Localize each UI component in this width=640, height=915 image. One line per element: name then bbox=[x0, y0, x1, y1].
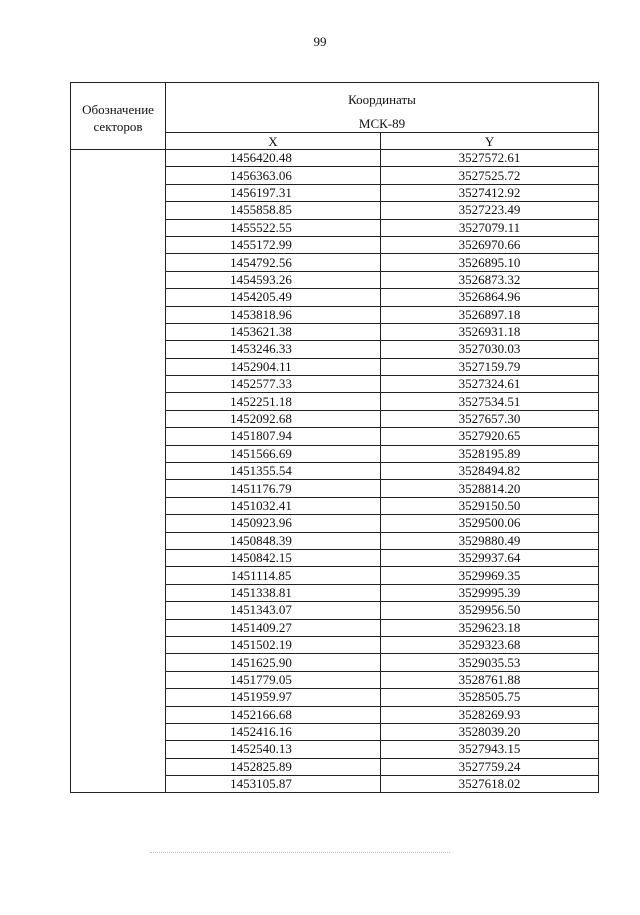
table-row bbox=[71, 358, 599, 375]
y-coordinate-cell: 3527079.11 bbox=[381, 219, 599, 236]
sector-cell bbox=[71, 271, 166, 288]
table-row bbox=[71, 776, 599, 793]
x-coordinate-cell: 1453621.38 bbox=[166, 323, 381, 340]
x-coordinate-cell: 1451343.07 bbox=[166, 602, 381, 619]
x-coordinate-cell: 1451807.94 bbox=[166, 428, 381, 445]
x-coordinate-cell: 1450923.96 bbox=[166, 515, 381, 532]
y-coordinate-cell: 3529035.53 bbox=[381, 654, 599, 671]
x-coordinate-cell: 1454205.49 bbox=[166, 289, 381, 306]
y-coordinate-cell: 3528814.20 bbox=[381, 480, 599, 497]
y-coordinate-cell: 3526897.18 bbox=[381, 306, 599, 323]
sector-cell bbox=[71, 549, 166, 566]
table-row bbox=[71, 741, 599, 758]
sector-cell bbox=[71, 428, 166, 445]
y-coordinate-cell: 3527223.49 bbox=[381, 202, 599, 219]
y-coordinate-cell: 3526873.32 bbox=[381, 271, 599, 288]
y-coordinate-cell: 3526931.18 bbox=[381, 323, 599, 340]
y-coordinate-cell: 3529937.64 bbox=[381, 549, 599, 566]
coordinates-header-system: МСК-89 bbox=[358, 116, 406, 131]
sector-cell bbox=[71, 323, 166, 340]
sector-cell bbox=[71, 150, 166, 167]
table-row bbox=[71, 184, 599, 201]
table-row bbox=[71, 202, 599, 219]
x-coordinate-cell: 1453818.96 bbox=[166, 306, 381, 323]
page-number: 99 bbox=[313, 34, 327, 49]
y-coordinate-cell: 3528039.20 bbox=[381, 723, 599, 740]
y-coordinate-cell: 3528761.88 bbox=[381, 671, 599, 688]
table-row bbox=[71, 219, 599, 236]
table-row bbox=[71, 480, 599, 497]
table-row bbox=[71, 445, 599, 462]
sector-cell bbox=[71, 463, 166, 480]
coordinates-header-title: Координаты bbox=[348, 92, 416, 107]
x-coordinate-cell: 1451338.81 bbox=[166, 584, 381, 601]
y-coordinate-cell: 3526970.66 bbox=[381, 236, 599, 253]
sector-cell bbox=[71, 358, 166, 375]
x-coordinate-cell: 1451779.05 bbox=[166, 671, 381, 688]
y-coordinate-cell: 3527657.30 bbox=[381, 410, 599, 427]
sector-cell bbox=[71, 636, 166, 653]
sector-cell bbox=[71, 289, 166, 306]
y-coordinate-cell: 3527324.61 bbox=[381, 376, 599, 393]
y-coordinate-cell: 3527943.15 bbox=[381, 741, 599, 758]
sector-cell bbox=[71, 376, 166, 393]
table-row bbox=[71, 463, 599, 480]
y-coordinate-cell: 3527412.92 bbox=[381, 184, 599, 201]
table-row bbox=[71, 428, 599, 445]
sector-cell bbox=[71, 480, 166, 497]
sector-cell bbox=[71, 202, 166, 219]
y-coordinate-cell: 3529956.50 bbox=[381, 602, 599, 619]
x-coordinate-cell: 1452092.68 bbox=[166, 410, 381, 427]
x-coordinate-cell: 1456363.06 bbox=[166, 167, 381, 184]
table-row bbox=[71, 515, 599, 532]
y-coordinate-cell: 3528195.89 bbox=[381, 445, 599, 462]
y-coordinate-cell: 3527534.51 bbox=[381, 393, 599, 410]
y-coordinate-cell: 3527759.24 bbox=[381, 758, 599, 775]
sector-cell bbox=[71, 689, 166, 706]
sector-cell bbox=[71, 515, 166, 532]
y-coordinate-cell: 3527618.02 bbox=[381, 776, 599, 793]
table-row bbox=[71, 636, 599, 653]
table-row bbox=[71, 584, 599, 601]
coordinates-header bbox=[166, 83, 599, 133]
sector-cell bbox=[71, 706, 166, 723]
y-coordinate-cell: 3527159.79 bbox=[381, 358, 599, 375]
table-row bbox=[71, 619, 599, 636]
sector-cell bbox=[71, 219, 166, 236]
y-coordinate-cell: 3529323.68 bbox=[381, 636, 599, 653]
x-coordinate-cell: 1456197.31 bbox=[166, 184, 381, 201]
x-coordinate-cell: 1455172.99 bbox=[166, 236, 381, 253]
sector-cell bbox=[71, 167, 166, 184]
x-coordinate-cell: 1452166.68 bbox=[166, 706, 381, 723]
header-row-top bbox=[71, 83, 599, 133]
x-coordinate-cell: 1455858.85 bbox=[166, 202, 381, 219]
table-row bbox=[71, 341, 599, 358]
y-coordinate-cell: 3529500.06 bbox=[381, 515, 599, 532]
table-row bbox=[71, 497, 599, 514]
table-row bbox=[71, 236, 599, 253]
x-coordinate-cell: 1451502.19 bbox=[166, 636, 381, 653]
table-row bbox=[71, 150, 599, 167]
x-coordinate-cell: 1456420.48 bbox=[166, 150, 381, 167]
sector-cell bbox=[71, 567, 166, 584]
sector-cell bbox=[71, 254, 166, 271]
x-coordinate-cell: 1452251.18 bbox=[166, 393, 381, 410]
x-coordinate-cell: 1450848.39 bbox=[166, 532, 381, 549]
x-coordinate-cell: 1451625.90 bbox=[166, 654, 381, 671]
x-coordinate-cell: 1454593.26 bbox=[166, 271, 381, 288]
table-row bbox=[71, 289, 599, 306]
sector-cell bbox=[71, 723, 166, 740]
sector-cell bbox=[71, 497, 166, 514]
table-row bbox=[71, 306, 599, 323]
table-row bbox=[71, 549, 599, 566]
sector-cell bbox=[71, 758, 166, 775]
table-row bbox=[71, 532, 599, 549]
x-coordinate-cell: 1451566.69 bbox=[166, 445, 381, 462]
table-row bbox=[71, 758, 599, 775]
x-coordinate-cell: 1455522.55 bbox=[166, 219, 381, 236]
y-coordinate-cell: 3527920.65 bbox=[381, 428, 599, 445]
table-row bbox=[71, 689, 599, 706]
table-row bbox=[71, 671, 599, 688]
y-coordinate-cell: 3529150.50 bbox=[381, 497, 599, 514]
y-coordinate-cell: 3526864.96 bbox=[381, 289, 599, 306]
table-row bbox=[71, 567, 599, 584]
table-row bbox=[71, 706, 599, 723]
table-row bbox=[71, 723, 599, 740]
y-coordinate-cell: 3529880.49 bbox=[381, 532, 599, 549]
y-coordinate-cell: 3526895.10 bbox=[381, 254, 599, 271]
sector-cell bbox=[71, 410, 166, 427]
sector-cell bbox=[71, 184, 166, 201]
table-row bbox=[71, 271, 599, 288]
x-coordinate-cell: 1452416.16 bbox=[166, 723, 381, 740]
y-coordinate-cell: 3528505.75 bbox=[381, 689, 599, 706]
sector-cell bbox=[71, 445, 166, 462]
x-coordinate-cell: 1452540.13 bbox=[166, 741, 381, 758]
y-coordinate-cell: 3528269.93 bbox=[381, 706, 599, 723]
x-coordinate-cell: 1451409.27 bbox=[166, 619, 381, 636]
y-coordinate-cell: 3527525.72 bbox=[381, 167, 599, 184]
x-coordinate-cell: 1451959.97 bbox=[166, 689, 381, 706]
sector-cell bbox=[71, 393, 166, 410]
table-row bbox=[71, 254, 599, 271]
x-coordinate-cell: 1452825.89 bbox=[166, 758, 381, 775]
sector-cell bbox=[71, 236, 166, 253]
sector-cell bbox=[71, 306, 166, 323]
x-coordinate-cell: 1451355.54 bbox=[166, 463, 381, 480]
sector-header: Обозначение секторов bbox=[71, 83, 166, 150]
y-coordinate-cell: 3527030.03 bbox=[381, 341, 599, 358]
y-coordinate-cell: 3529969.35 bbox=[381, 567, 599, 584]
y-coordinate-cell: 3527572.61 bbox=[381, 150, 599, 167]
x-coordinate-cell: 1452577.33 bbox=[166, 376, 381, 393]
scan-artifact-line bbox=[150, 852, 450, 854]
sector-cell bbox=[71, 741, 166, 758]
coordinates-body bbox=[71, 150, 599, 793]
sector-cell bbox=[71, 619, 166, 636]
table-row bbox=[71, 602, 599, 619]
table-row bbox=[71, 393, 599, 410]
coordinates-table bbox=[70, 82, 599, 793]
x-coordinate-cell: 1453105.87 bbox=[166, 776, 381, 793]
table-row bbox=[71, 167, 599, 184]
y-coordinate-cell: 3529995.39 bbox=[381, 584, 599, 601]
table-row bbox=[71, 376, 599, 393]
x-coordinate-cell: 1451032.41 bbox=[166, 497, 381, 514]
y-coordinate-cell: 3529623.18 bbox=[381, 619, 599, 636]
table-row bbox=[71, 654, 599, 671]
sector-cell bbox=[71, 671, 166, 688]
sector-cell bbox=[71, 602, 166, 619]
x-coordinate-cell: 1452904.11 bbox=[166, 358, 381, 375]
x-coordinate-cell: 1451176.79 bbox=[166, 480, 381, 497]
x-coordinate-cell: 1450842.15 bbox=[166, 549, 381, 566]
y-column-header: Y bbox=[381, 133, 599, 150]
table-row bbox=[71, 410, 599, 427]
x-column-header: X bbox=[166, 133, 381, 150]
x-coordinate-cell: 1454792.56 bbox=[166, 254, 381, 271]
sector-cell bbox=[71, 584, 166, 601]
table-row bbox=[71, 323, 599, 340]
x-coordinate-cell: 1453246.33 bbox=[166, 341, 381, 358]
sector-cell bbox=[71, 776, 166, 793]
sector-cell bbox=[71, 532, 166, 549]
sector-cell bbox=[71, 341, 166, 358]
sector-cell bbox=[71, 654, 166, 671]
x-coordinate-cell: 1451114.85 bbox=[166, 567, 381, 584]
y-coordinate-cell: 3528494.82 bbox=[381, 463, 599, 480]
